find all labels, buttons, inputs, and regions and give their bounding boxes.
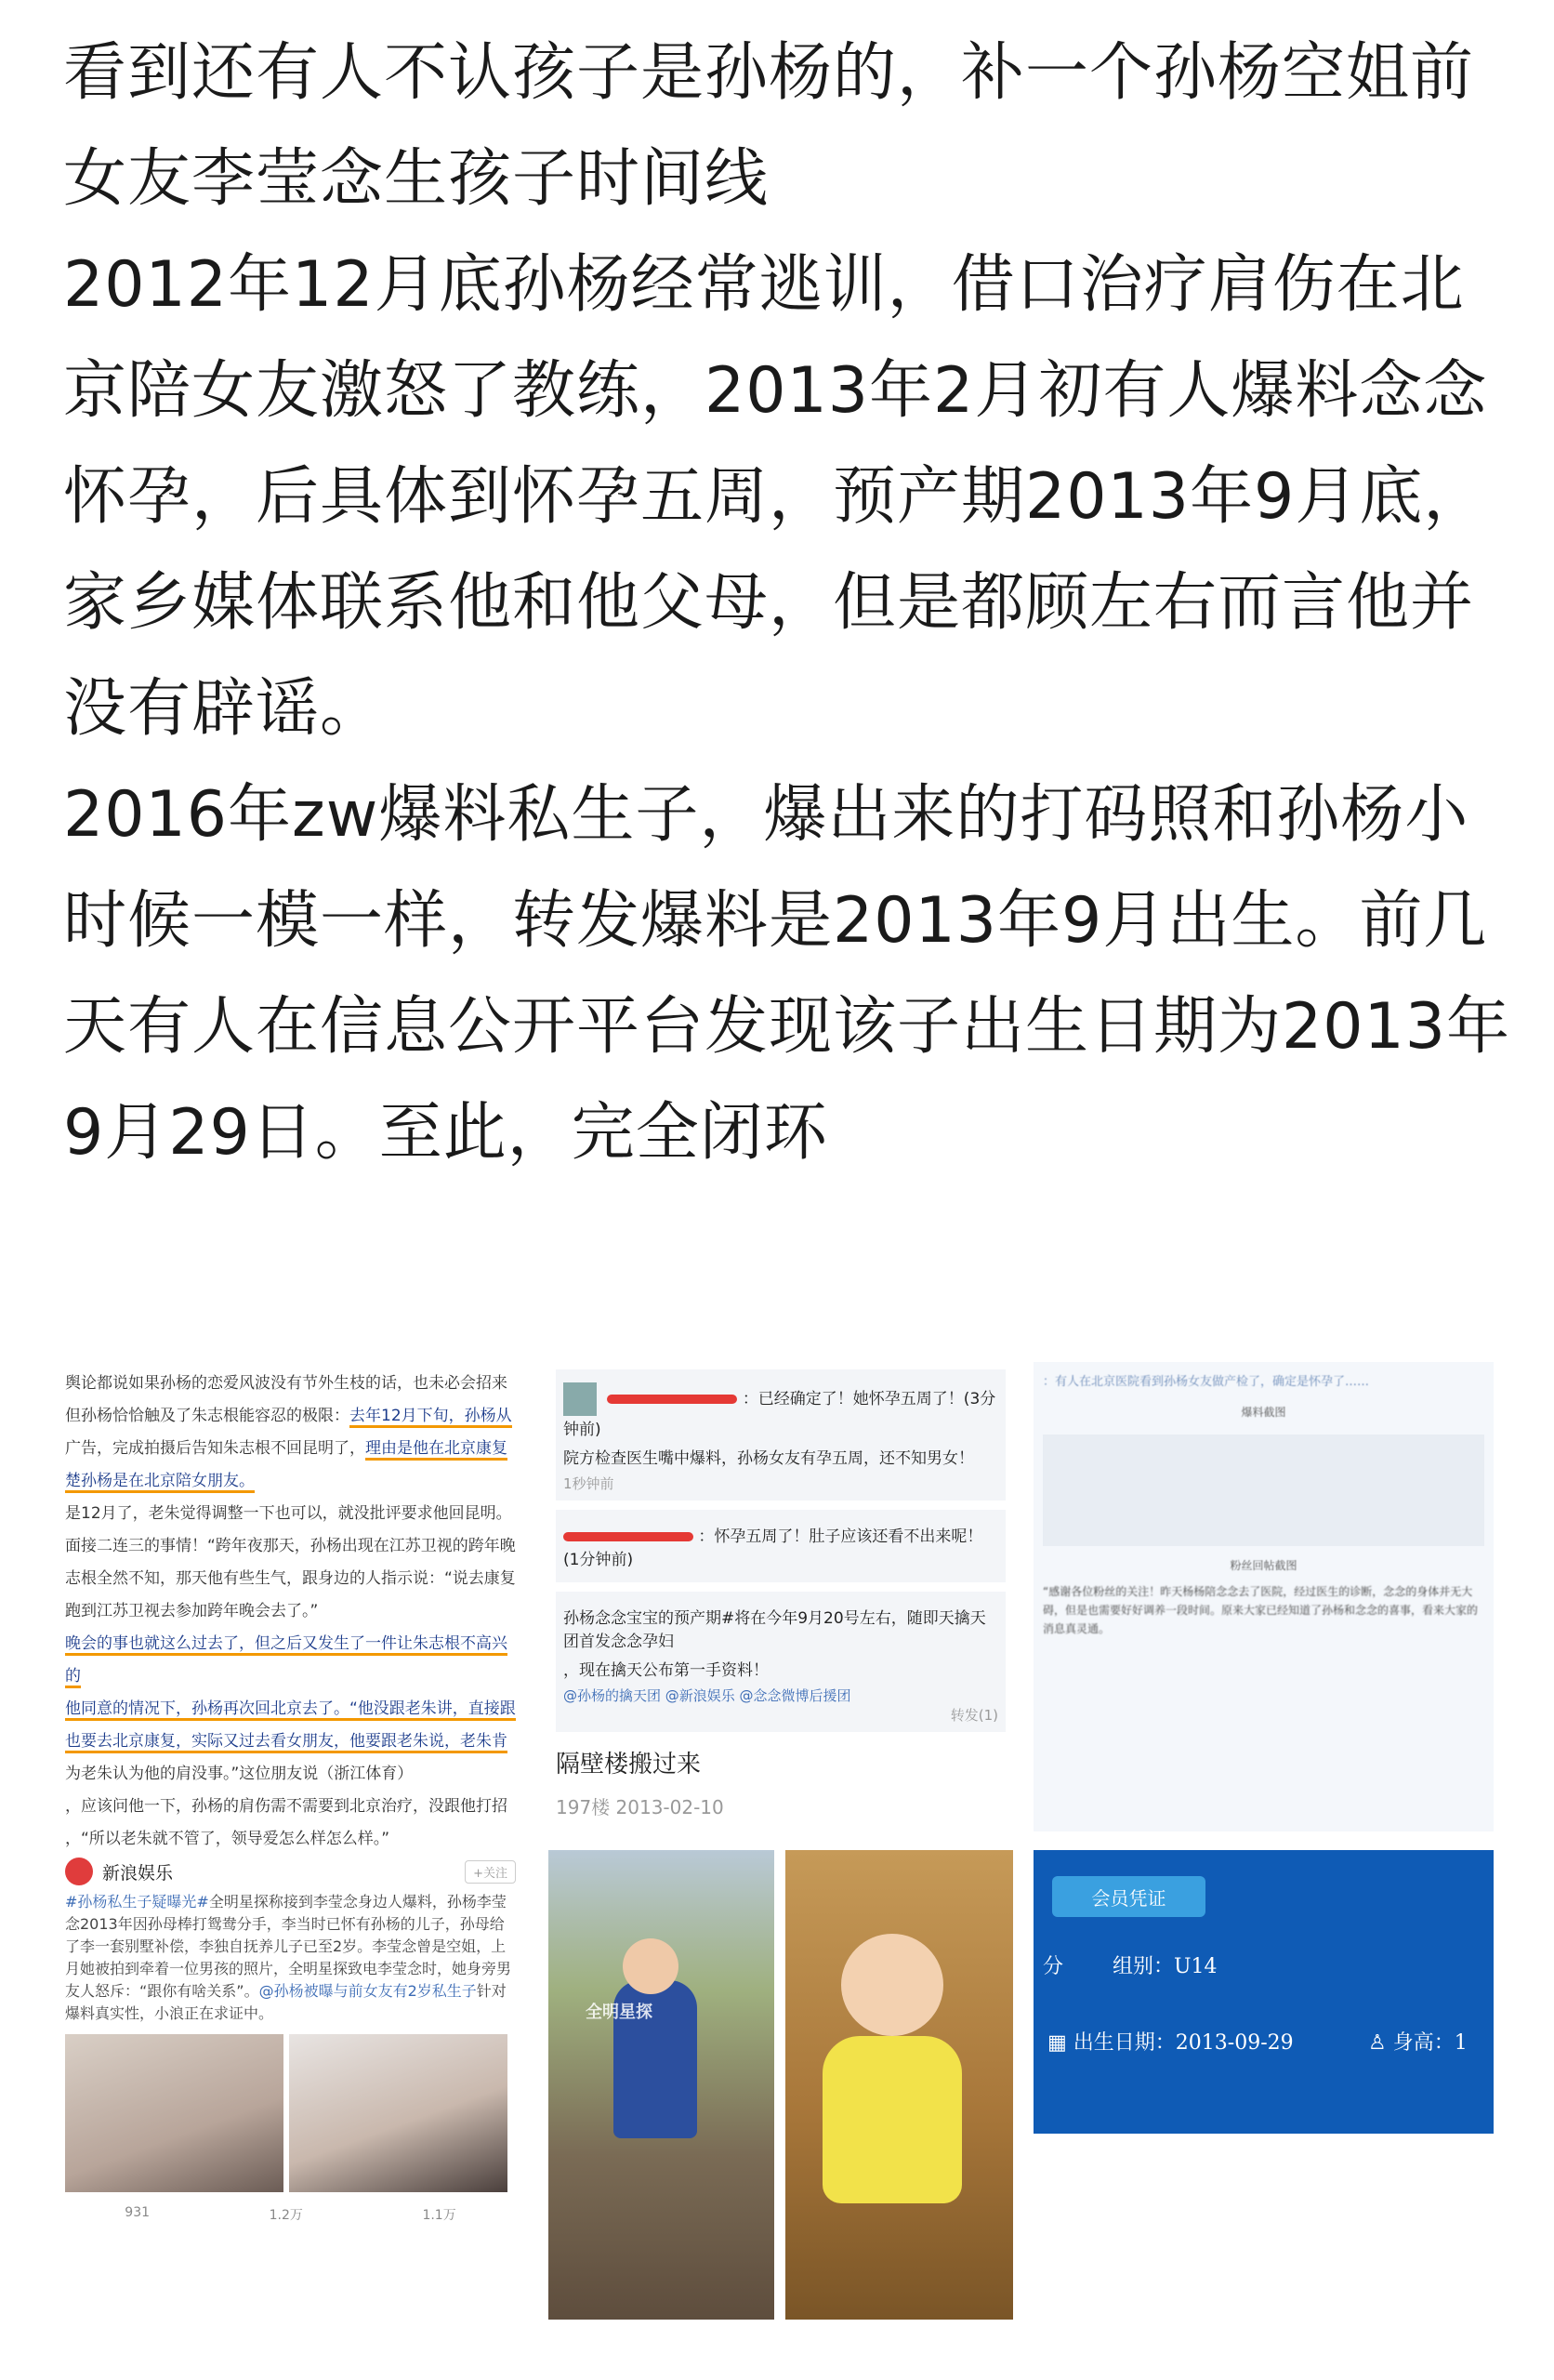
thread-title: 隔壁楼搬过来 (556, 1751, 702, 1778)
baby-face (841, 1934, 943, 2036)
image-member-card[interactable] (1034, 1850, 1494, 2134)
post-paragraph: 2012年12月底孙杨经常逃训，借口治疗肩伤在北京陪女友激怒了教练，2013年2月初有人爆料念念怀孕，后具体到怀孕五周，预产期2013年9月底，家乡媒体联系他和他父母，但是都顾左右而言他并没有辟谣。 (63, 248, 1488, 746)
birth-date-row: ▦ 出生日期：2013-09-29 (1047, 2031, 1294, 2055)
thread-meta: 197楼 2013-02-10 (556, 1796, 724, 1818)
weibo-header (65, 1858, 516, 1885)
height-row: ♙ 身高：1 (1368, 2031, 1468, 2055)
redaction-mark (607, 1395, 737, 1404)
blurry-body: “感谢各位粉丝的关注！昨天杨杨陪念念去了医院，经过医生的诊断，念念的身体并无大碍，但是也需要好好调养一段时间。原来大家已经知道了孙杨和念念的喜事，看来大家的消息真灵通。 (1043, 1585, 1479, 1635)
post-paragraph: 2016年zw爆料私生子，爆出来的打码照和孙杨小时候一模一样，转发爆料是2013年9月出生。前几天有人在信息公开平台发现该子出生日期为2013年9月29日。至此，完全闭环 (63, 778, 1511, 1170)
comment: 孙杨念念宝宝的预产期#将在今年9月20号左右，随即天擒天团首发念念孕妇 (563, 1609, 986, 1651)
article-line: 舆论都说如果孙杨的恋爱风波没有节外生枝的话，也未必会招来 (65, 1374, 507, 1393)
follow-button[interactable]: +关注 (465, 1860, 516, 1884)
article-line: 但孙杨恰恰触及了朱志根能容忍的极限：去年12月下旬，孙杨从 (65, 1400, 516, 1433)
article-line: ，“所以老朱就不管了，领导爱怎么样怎么样。” (65, 1830, 390, 1848)
couple-photo[interactable] (289, 2034, 507, 2192)
baby-photo[interactable] (785, 1850, 1013, 2320)
comment: ：怀孕五周了！肚子应该还看不出来呢！(1分钟前) (563, 1527, 983, 1569)
comment: ：已经确定了！她怀孕五周了！(3分钟前) (563, 1382, 998, 1439)
weibo-stats (65, 2205, 516, 2224)
article-line: 他同意的情况下，孙杨再次回北京去了。“他没跟老朱讲，直接跟 (65, 1693, 516, 1726)
image-child-photos[interactable] (548, 1850, 1013, 2320)
image-grid (0, 1362, 1554, 2320)
highlight: 理由是他在北京康复 (365, 1439, 507, 1461)
article-line: ，应该问他一下，孙杨的肩伤需不需要到北京治疗，没跟他打招 (65, 1797, 507, 1816)
article-line: 晚会的事也就这么过去了，但之后又发生了一件让朱志根不高兴的 (65, 1628, 516, 1693)
comment-box (556, 1510, 1006, 1582)
child-outdoor-photo[interactable] (548, 1850, 774, 2320)
child-face (623, 1938, 678, 1994)
like-count[interactable]: 1.1万 (422, 2208, 456, 2223)
weibo-source: 新浪娱乐 (102, 1862, 174, 1884)
baby-clothes (823, 2036, 962, 2203)
hashtag-link[interactable]: #孙杨私生子疑曝光# (65, 1893, 209, 1911)
image-article-screenshot[interactable] (56, 1362, 525, 1848)
article-line: 为老朱认为他的肩没事。”这位朋友说（浙江体育） (65, 1765, 414, 1783)
avatar (563, 1382, 597, 1416)
comment: ，现在擒天公布第一手资料！ (563, 1661, 769, 1680)
sina-logo-icon (65, 1858, 93, 1885)
comment-meta: 转发(1) (950, 1707, 998, 1724)
repost-count[interactable]: 931 (125, 2205, 151, 2220)
blurry-header: ：有人在北京医院看到孙杨女友做产检了，确定是怀孕了…… (1043, 1375, 1370, 1389)
article-line: 是12月了，老朱觉得调整一下也可以，就没批评要求他回昆明。 (65, 1504, 512, 1523)
image-blurry-screenshot[interactable] (1034, 1362, 1494, 1831)
group-label: 组别：U14 (1113, 1955, 1218, 1978)
person-icon: ♙ (1368, 2031, 1387, 2055)
post-paragraph: 看到还有人不认孩子是孙杨的，补一个孙杨空姐前女友李莹念生孩子时间线 (63, 36, 1475, 216)
highlight: 去年12月下旬，孙杨从 (349, 1407, 512, 1428)
member-voucher-button[interactable]: 会员凭证 (1052, 1876, 1205, 1917)
mention-link[interactable]: @孙杨被曝与前女友有2岁私生子 (258, 1982, 477, 2000)
comment-tags: @孙杨的擒天团 @新浪娱乐 @念念微博后援团 (563, 1687, 851, 1704)
blurry-block (1043, 1435, 1484, 1546)
weibo-photos (65, 2034, 516, 2192)
comment-box (556, 1592, 1006, 1732)
article-line: 楚孙杨是在北京陪女朋友。 (65, 1465, 516, 1498)
comment: 院方检查医生嘴中爆料，孙杨女友有孕五周，还不知男女！ (563, 1449, 974, 1468)
comment-count[interactable]: 1.2万 (269, 2208, 303, 2223)
article-line: 广告，完成拍摄后告知朱志根不回昆明了，理由是他在北京康复 (65, 1433, 516, 1465)
comment-meta: 1秒钟前 (563, 1475, 614, 1492)
article-line: 也要去北京康复，实际又过去看女朋友，他要跟老朱说，老朱肯 (65, 1726, 516, 1758)
calendar-icon: ▦ (1047, 2031, 1067, 2055)
blurry-subtitle: 爆料截图 (1241, 1406, 1286, 1419)
weibo-text: #孙杨私生子疑曝光#全明星探称接到李莹念身边人爆料，孙杨李莹念2013年因孙母棒打鸳鸯分手，李当时已怀有孙杨的儿子，孙母给了李一套别墅补偿，李独自抚养儿子已至2岁。李莹念曾是空姐，上月她被拍到牵着一位男孩的照片，全明星探致电李莹念时，她身旁男友人怒斥：“跟你有啥关系”。@孙杨被曝与前女友有2岁私生子针对爆料真实性，小浪正在求证中。 (65, 1893, 512, 2022)
article-line: 面接二连三的事情！“跨年夜那天，孙杨出现在江苏卫视的跨年晚 (65, 1537, 516, 1555)
redaction-mark (563, 1532, 693, 1541)
score-label: 分 (1043, 1955, 1064, 1978)
couple-photo[interactable] (65, 2034, 283, 2192)
watermark: 全明星探 (586, 2003, 652, 2022)
image-forum-screenshot[interactable] (548, 1362, 1013, 1831)
blurry-subtitle: 粉丝回帖截图 (1230, 1559, 1297, 1572)
article-line: 志根全然不知，那天他有些生气，跟身边的人指示说：“说去康复 (65, 1569, 516, 1588)
post-body (63, 20, 1513, 1186)
comment-box (556, 1369, 1006, 1501)
image-weibo-post[interactable] (56, 1850, 525, 2320)
article-line: 跑到江苏卫视去参加跨年晚会去了。” (65, 1602, 319, 1620)
